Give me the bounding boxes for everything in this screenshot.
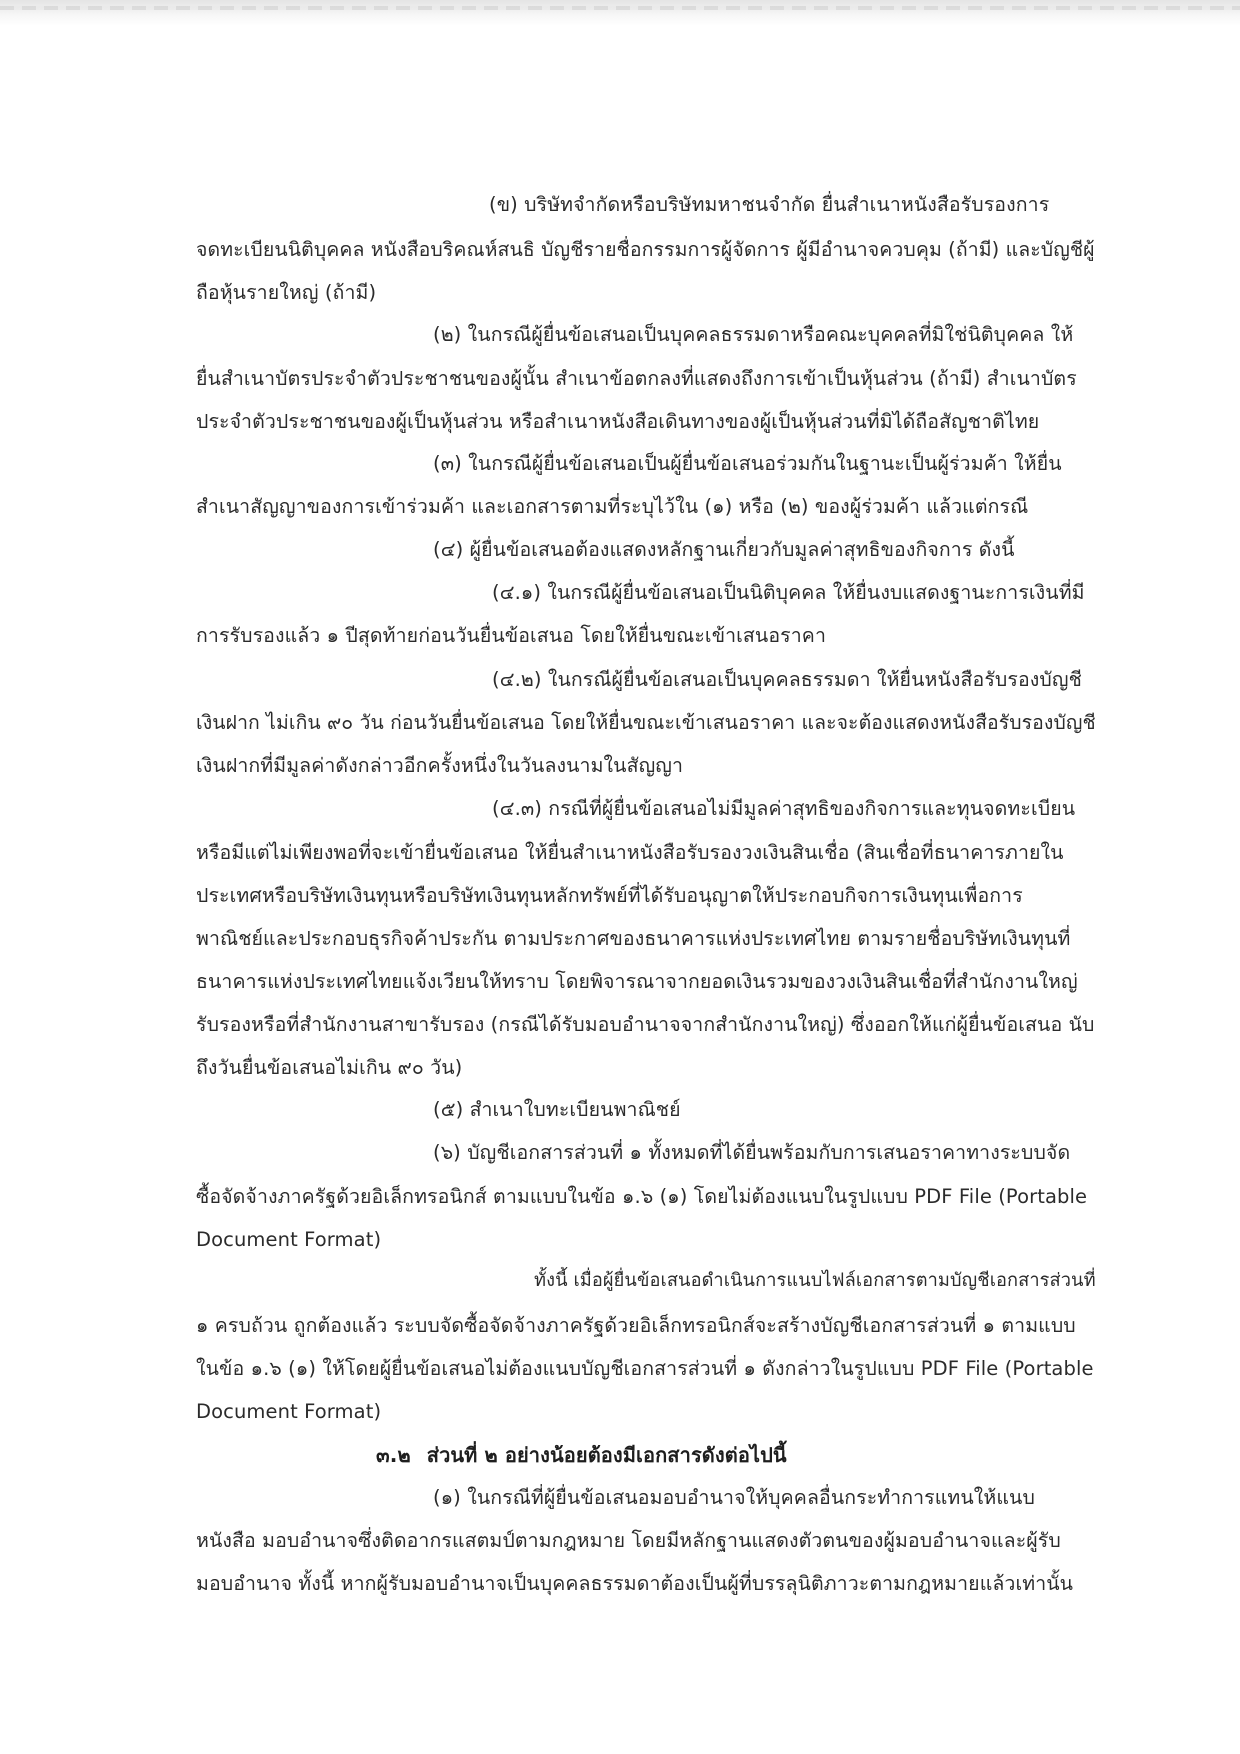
paragraph-line: ธนาคารแห่งประเทศไทยแจ้งเวียนให้ทราบ โดยพิจารณาจากยอดเงินรวมของวงเงินสินเชื่อที่สำนักงานใหญ่ bbox=[196, 970, 1078, 993]
paragraph-line: ประจำตัวประชาชนของผู้เป็นหุ้นส่วน หรือสำเนาหนังสือเดินทางของผู้เป็นหุ้นส่วนที่มิได้ถือสัญชาติไทย bbox=[196, 410, 1040, 433]
paragraph-line: ถือหุ้นรายใหญ่ (ถ้ามี) bbox=[196, 281, 377, 304]
paragraph-line: Document Format) bbox=[196, 1400, 382, 1423]
paragraph-line: สำเนาสัญญาของการเข้าร่วมค้า และเอกสารตามที่ระบุไว้ใน (๑) หรือ (๒) ของผู้ร่วมค้า แล้วแต่กรณี bbox=[196, 495, 1029, 518]
paragraph-line: (๑) ในกรณีที่ผู้ยื่นข้อเสนอมอบอำนาจให้บุคคลอื่นกระทำการแทนให้แนบ bbox=[433, 1486, 1035, 1509]
paragraph-line: รับรองหรือที่สำนักงานสาขารับรอง (กรณีได้รับมอบอำนาจจากสำนักงานใหญ่) ซึ่งออกให้แก่ผู้ยื่นข้อเสนอ นับ bbox=[196, 1013, 1095, 1036]
paragraph-line: การรับรองแล้ว ๑ ปีสุดท้ายก่อนวันยื่นข้อเสนอ โดยให้ยื่นขณะเข้าเสนอราคา bbox=[196, 624, 826, 647]
paragraph-line: (๔.๑) ในกรณีผู้ยื่นข้อเสนอเป็นนิติบุคคล ให้ยื่นงบแสดงฐานะการเงินที่มี bbox=[492, 581, 1085, 604]
paragraph-line: (๔) ผู้ยื่นข้อเสนอต้องแสดงหลักฐานเกี่ยวกับมูลค่าสุทธิของกิจการ ดังนี้ bbox=[433, 538, 1015, 561]
paragraph-line: ยื่นสำเนาบัตรประจำตัวประชาชนของผู้นั้น สำเนาข้อตกลงที่แสดงถึงการเข้าเป็นหุ้นส่วน (ถ้ามี) สำเนาบัตร bbox=[196, 367, 1077, 390]
paragraph-line: หนังสือ มอบอำนาจซึ่งติดอากรแสตมป์ตามกฎหมาย โดยมีหลักฐานแสดงตัวตนของผู้มอบอำนาจและผู้รับ bbox=[196, 1529, 1061, 1552]
paragraph-line: ๑ ครบถ้วน ถูกต้องแล้ว ระบบจัดซื้อจัดจ้างภาครัฐด้วยอิเล็กทรอนิกส์จะสร้างบัญชีเอกสารส่วนที่ ๑ ตามแบบ bbox=[196, 1314, 1076, 1337]
section-title: ส่วนที่ ๒ อย่างน้อยต้องมีเอกสารดังต่อไปนี้ bbox=[426, 1443, 787, 1467]
paragraph-line: (๒) ในกรณีผู้ยื่นข้อเสนอเป็นบุคคลธรรมดาหรือคณะบุคคลที่มิใช่นิติบุคคล ให้ bbox=[433, 323, 1074, 346]
section-number: ๓.๒ bbox=[376, 1443, 411, 1467]
paragraph-line: เงินฝาก ไม่เกิน ๙๐ วัน ก่อนวันยื่นข้อเสนอ โดยให้ยื่นขณะเข้าเสนอราคา และจะต้องแสดงหนังสือรับรองบัญชี bbox=[196, 711, 1096, 734]
paragraph-line: มอบอำนาจ ทั้งนี้ หากผู้รับมอบอำนาจเป็นบุคคลธรรมดาต้องเป็นผู้ที่บรรลุนิติภาวะตามกฎหมายแล้วเท่านั้น bbox=[196, 1572, 1074, 1595]
paragraph-line: (๕) สำเนาใบทะเบียนพาณิชย์ bbox=[433, 1098, 681, 1121]
paragraph-line: (๓) ในกรณีผู้ยื่นข้อเสนอเป็นผู้ยื่นข้อเสนอร่วมกันในฐานะเป็นผู้ร่วมค้า ให้ยื่น bbox=[433, 452, 1062, 475]
paragraph-line: พาณิชย์และประกอบธุรกิจค้าประกัน ตามประกาศของธนาคารแห่งประเทศไทย ตามรายชื่อบริษัทเงินทุนที่ bbox=[196, 927, 1071, 950]
paragraph-line: ถึงวันยื่นข้อเสนอไม่เกิน ๙๐ วัน) bbox=[196, 1056, 463, 1079]
paragraph-line: (๔.๓) กรณีที่ผู้ยื่นข้อเสนอไม่มีมูลค่าสุทธิของกิจการและทุนจดทะเบียน bbox=[492, 797, 1076, 820]
paragraph-line: Document Format) bbox=[196, 1228, 382, 1251]
section-heading bbox=[376, 1445, 787, 1465]
paragraph-line: ประเทศหรือบริษัทเงินทุนหรือบริษัทเงินทุนหลักทรัพย์ที่ได้รับอนุญาตให้ประกอบกิจการเงินทุนเพื่อการ bbox=[196, 884, 1023, 907]
paragraph-line: (๔.๒) ในกรณีผู้ยื่นข้อเสนอเป็นบุคคลธรรมดา ให้ยื่นหนังสือรับรองบัญชี bbox=[492, 668, 1082, 691]
paragraph-line: ทั้งนี้ เมื่อผู้ยื่นข้อเสนอดำเนินการแนบไฟล์เอกสารตามบัญชีเอกสารส่วนที่ bbox=[534, 1270, 1096, 1291]
paragraph-line: จดทะเบียนนิติบุคคล หนังสือบริคณห์สนธิ บัญชีรายชื่อกรรมการผู้จัดการ ผู้มีอำนาจควบคุม (ถ้ามี) และบัญชีผู้ bbox=[196, 238, 1095, 261]
paragraph-line: หรือมีแต่ไม่เพียงพอที่จะเข้ายื่นข้อเสนอ ให้ยื่นสำเนาหนังสือรับรองวงเงินสินเชื่อ (สินเชื่อที่ธนาคารภายใน bbox=[196, 841, 1064, 864]
paragraph-line: (๖) บัญชีเอกสารส่วนที่ ๑ ทั้งหมดที่ได้ยื่นพร้อมกับการเสนอราคาทางระบบจัด bbox=[433, 1141, 1071, 1164]
paragraph-line: (ข) บริษัทจำกัดหรือบริษัทมหาชนจำกัด ยื่นสำเนาหนังสือรับรองการ bbox=[489, 193, 1050, 216]
paragraph-line: ซื้อจัดจ้างภาครัฐด้วยอิเล็กทรอนิกส์ ตามแบบในข้อ ๑.๖ (๑) โดยไม่ต้องแนบในรูปแบบ PDF File (Portable bbox=[196, 1185, 1088, 1208]
paragraph-line: เงินฝากที่มีมูลค่าดังกล่าวอีกครั้งหนึ่งในวันลงนามในสัญญา bbox=[196, 754, 684, 777]
scan-edge-artifact bbox=[0, 0, 1240, 26]
paragraph-line: ในข้อ ๑.๖ (๑) ให้โดยผู้ยื่นข้อเสนอไม่ต้องแนบบัญชีเอกสารส่วนที่ ๑ ดังกล่าวในรูปแบบ PDF File (Portable bbox=[196, 1357, 1094, 1380]
